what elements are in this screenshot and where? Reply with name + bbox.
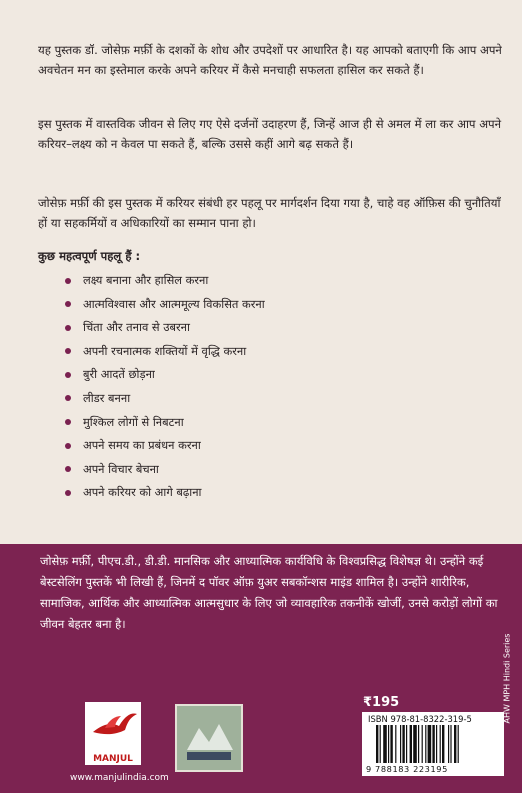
list-item-text: आत्मविश्वास और आत्ममूल्य विकसित करना (83, 296, 265, 311)
bullet-dot-icon (65, 278, 71, 284)
list-item-text: मुश्किल लोगों से निबटना (83, 414, 184, 429)
aspects-list (65, 269, 365, 505)
barcode-icon (376, 725, 490, 763)
bird-icon (85, 702, 141, 754)
list-item (65, 387, 365, 411)
list-item-text: लक्ष्य बनाना और हासिल करना (83, 273, 209, 287)
list-item (65, 269, 365, 293)
list-item (65, 340, 365, 364)
series-label (500, 596, 514, 766)
bullet-dot-icon (65, 372, 71, 378)
list-item (65, 434, 365, 458)
bullet-dot-icon (65, 419, 71, 425)
list-item-text: अपनी रचनात्मक शक्तियों में वृद्धि करना (83, 343, 247, 358)
barcode-number: 9 788183 223195 (366, 764, 448, 774)
aspects-heading: कुछ महत्वपूर्ण पहलू हैं : (38, 249, 141, 263)
list-item (65, 316, 365, 340)
guidance-paragraph: जोसेफ़ मर्फ़ी की इस पुस्तक में करियर संबंधी हर पहलू पर मार्गदर्शन दिया गया है, चाहे वह ऑफ़िस की चुनौतियाँ हों या सहकर्मियों व अधिकारियों का सम्मान पाना हो। (38, 196, 501, 230)
list-item (65, 481, 365, 505)
intro-paragraph: यह पुस्तक डॉ. जोसेफ़ मर्फ़ी के दशकों के शोध और उपदेशों पर आधारित है। यह आपको बताएगी कि आप अपने अवचेतन मन का इस्तेमाल करके अपने करियर में कैसे मनचाही सफलता हासिल कर सकते हैं। (38, 43, 502, 77)
list-item-text: चिंता और तनाव से उबरना (83, 320, 190, 335)
isbn-barcode-box (362, 712, 504, 776)
series-text: AHW MPH Hindi Series (502, 633, 512, 724)
bullet-dot-icon (65, 490, 71, 496)
bullet-dot-icon (65, 395, 71, 401)
list-item-text: लीडर बनना (83, 390, 131, 405)
list-item (65, 293, 365, 317)
examples-paragraph: इस पुस्तक में वास्तविक जीवन से लिए गए ऐसे दर्जनों उदाहरण हैं, जिन्हें आज ही से अमल में ला कर आप अपने करियर–लक्ष्य को न केवल पा सकते हैं, बल्कि उससे कहीं आगे बढ़ सकते हैं। (38, 117, 502, 151)
publisher-logo (85, 702, 141, 754)
list-item-text: अपने विचार बेचना (83, 461, 159, 476)
list-item (65, 363, 365, 387)
bullet-dot-icon (65, 443, 71, 449)
list-item-text: बुरी आदतें छोड़ना (83, 367, 155, 382)
emblem-icon (177, 706, 241, 770)
price-label: ₹195 (363, 695, 400, 710)
publisher-name: MANJUL (85, 753, 141, 765)
imprint-emblem (175, 704, 243, 772)
bullet-dot-icon (65, 466, 71, 472)
list-item-text: अपने समय का प्रबंधन करना (83, 438, 201, 453)
publisher-website[interactable]: www.manjulindia.com (70, 773, 169, 783)
list-item-text: अपने करियर को आगे बढ़ाना (83, 485, 202, 500)
bullet-dot-icon (65, 348, 71, 354)
bullet-dot-icon (65, 325, 71, 331)
isbn-number: ISBN 978-81-8322-319-5 (368, 714, 472, 724)
bullet-dot-icon (65, 301, 71, 307)
author-bio: जोसेफ़ मर्फ़ी, पीएच.डी., डी.डी. मानसिक और आध्यात्मिक कार्यविधि के विश्वप्रसिद्ध विशेषज्ञ थे। उन्होंने कई बेस्टसेलिंग पुस्तकें भी लिखी हैं, जिनमें द पॉवर ऑफ़ युअर सबकॉन्शस माइंड शामिल है। उन्होंने शारीरिक, सामाजिक, आर्थिक और आध्यात्मिक आत्मसुधार के लिए जो व्यावहारिक तकनीकें खोजीं, उनसे करोड़ों लोगों का जीवन बेहतर बना है। (40, 554, 498, 631)
list-item (65, 411, 365, 435)
list-item (65, 458, 365, 482)
